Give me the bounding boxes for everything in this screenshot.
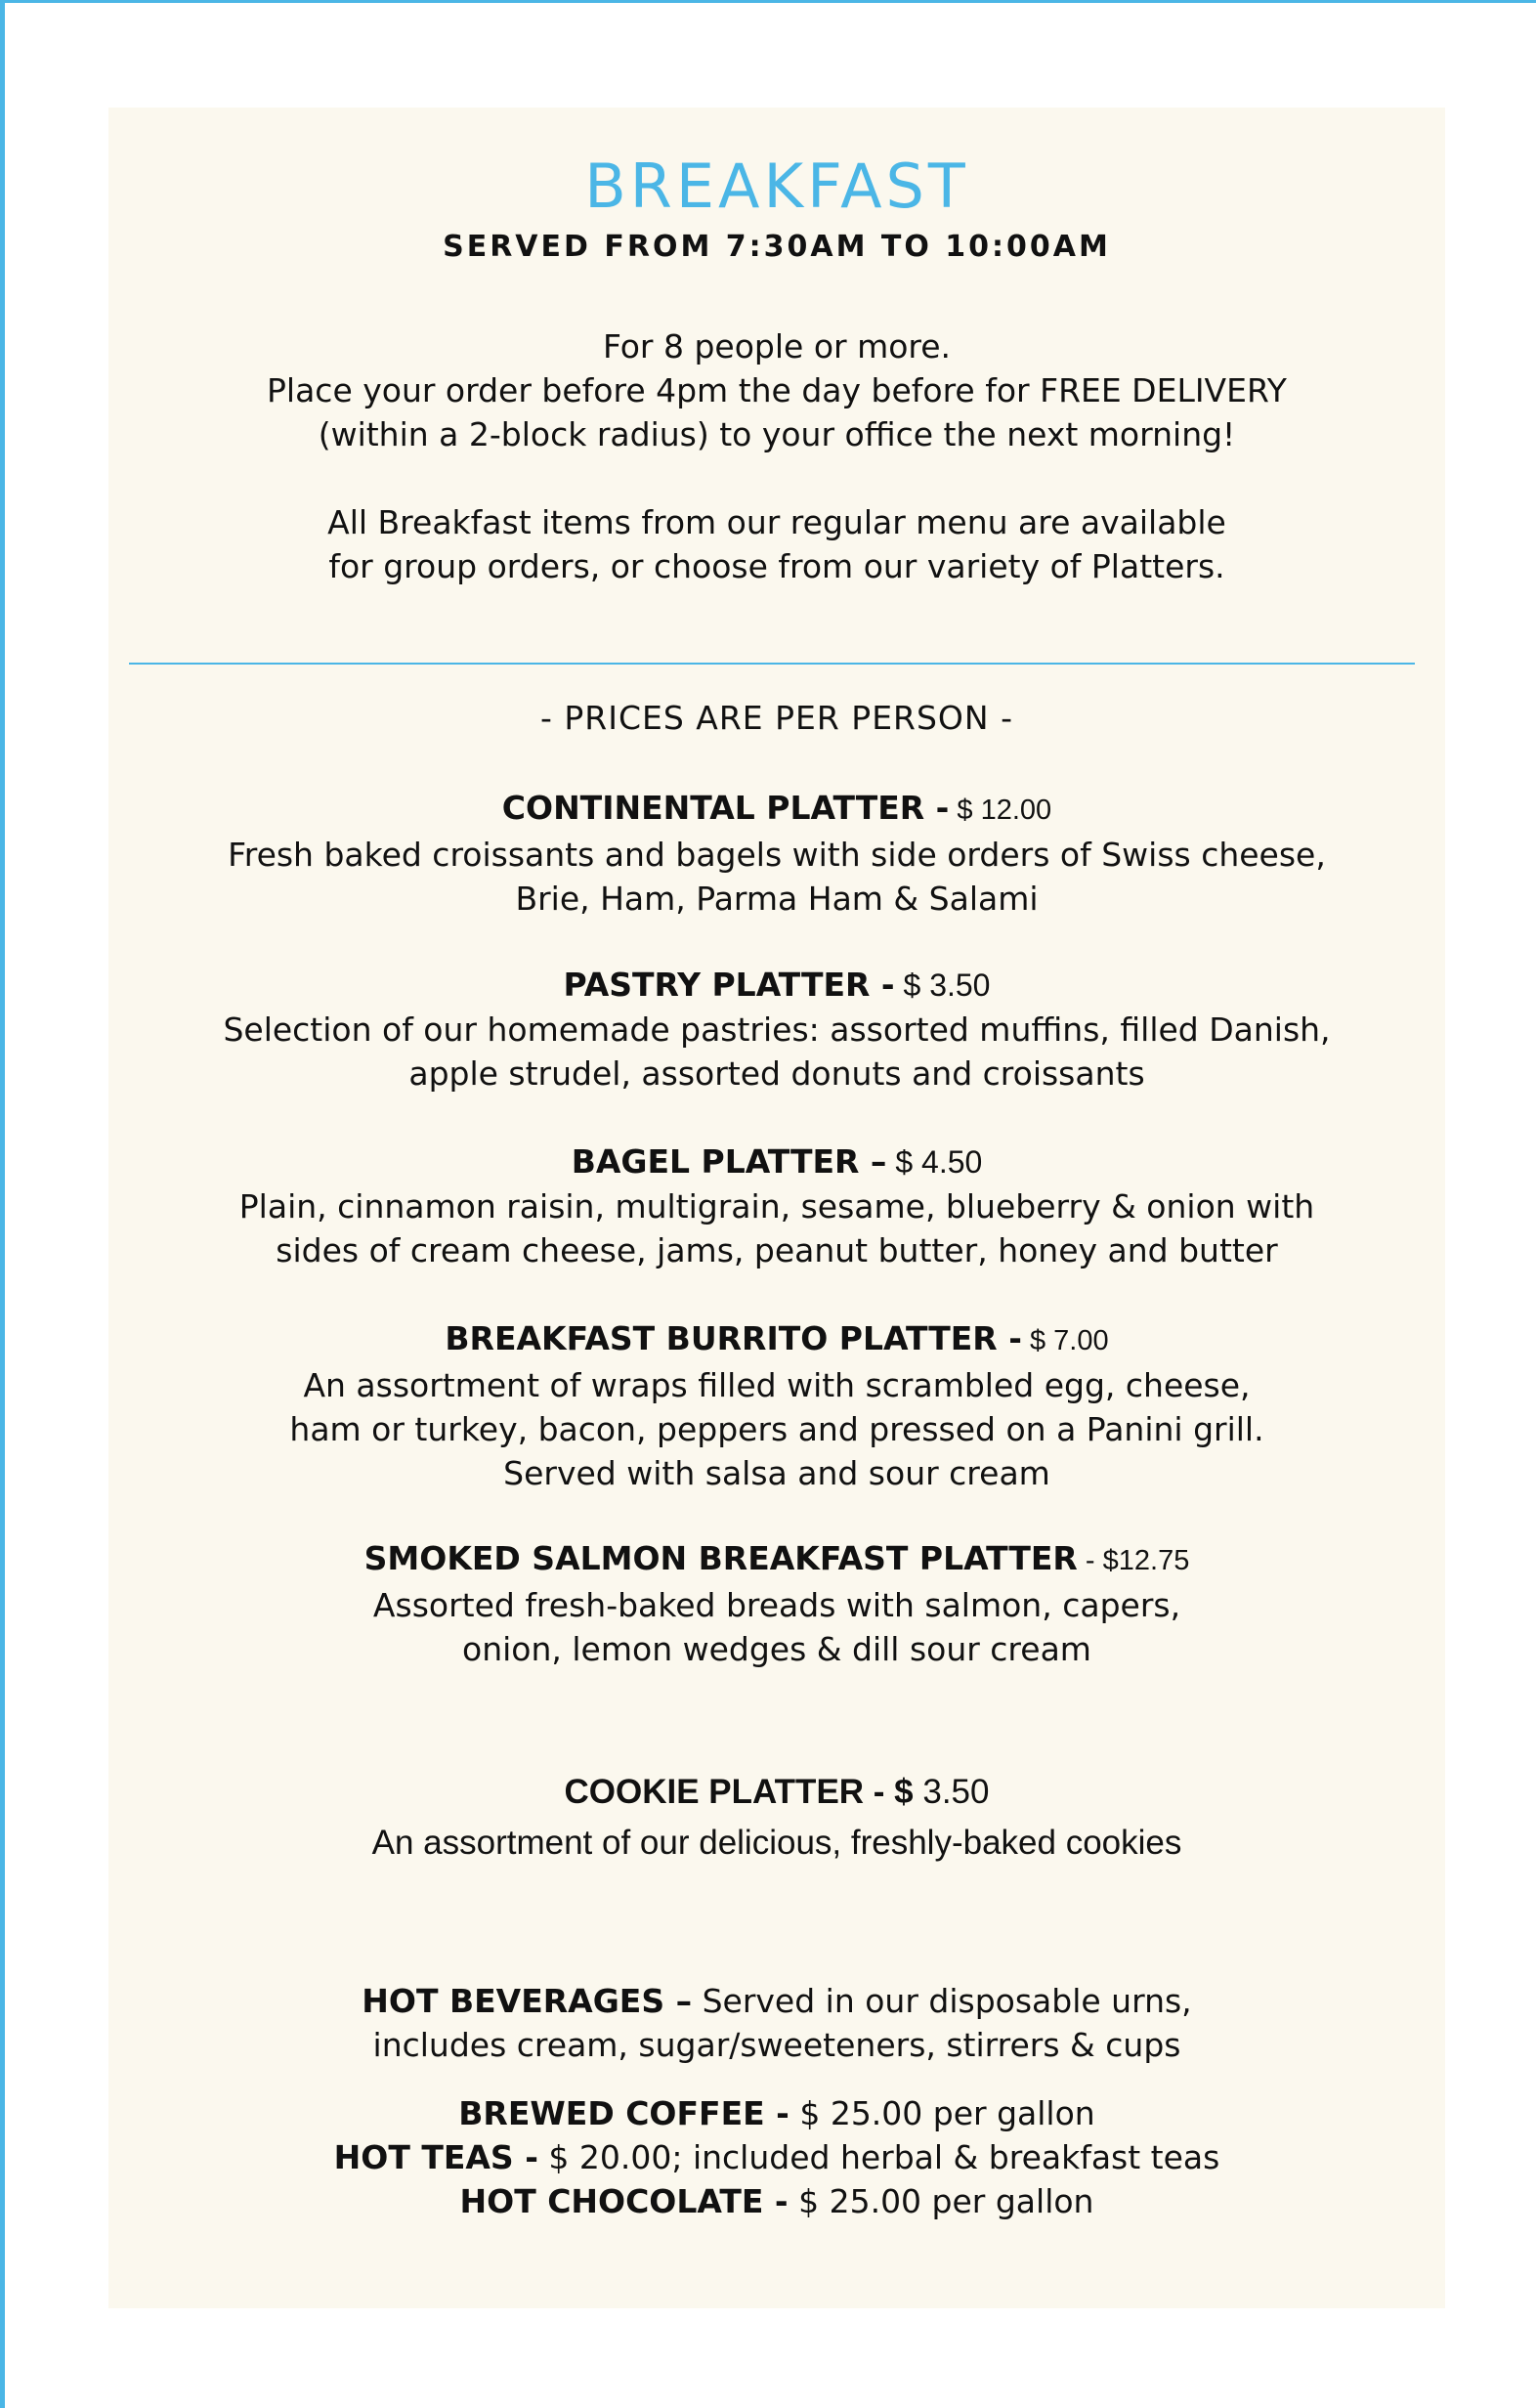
item-name: CONTINENTAL PLATTER - <box>501 789 950 827</box>
beverage-name: BREWED COFFEE - <box>458 2094 789 2132</box>
beverage-list <box>108 2091 1445 2223</box>
menu-panel <box>108 108 1445 2308</box>
intro-line: Place your order before 4pm the day before for FREE DELIVERY <box>267 371 1287 409</box>
item-description: An assortment of wraps filled with scrambled egg, cheese, <box>303 1366 1251 1404</box>
beverages-description: includes cream, sugar/sweeteners, stirrers & cups <box>372 2026 1181 2064</box>
menu-item-breakfast-burrito-platter <box>108 1316 1445 1495</box>
beverage-name: HOT TEAS - <box>333 2138 538 2176</box>
intro-group-orders <box>108 500 1445 588</box>
section-divider <box>129 663 1415 665</box>
beverage-item-hot-chocolate <box>108 2179 1445 2223</box>
beverage-name: HOT CHOCOLATE - <box>459 2182 789 2220</box>
item-description: ham or turkey, bacon, peppers and pressed on a Panini grill. <box>289 1410 1264 1448</box>
item-description: Brie, Ham, Parma Ham & Salami <box>515 880 1039 918</box>
item-price: $ 7.00 <box>1021 1325 1109 1356</box>
intro-delivery-info <box>108 324 1445 456</box>
item-heading <box>108 1536 1445 1583</box>
serving-hours: SERVED FROM 7:30AM TO 10:00AM <box>443 230 1111 264</box>
item-description: apple strudel, assorted donuts and croissants <box>408 1054 1145 1093</box>
item-name: SMOKED SALMON BREAKFAST PLATTER <box>363 1539 1078 1577</box>
beverages-heading <box>108 1979 1445 2023</box>
item-heading <box>108 1316 1445 1363</box>
item-name: COOKIE PLATTER - $ <box>564 1773 914 1811</box>
menu-item-cookie-platter <box>108 1767 1445 1869</box>
item-heading <box>108 963 1445 1008</box>
beverage-price: $ 20.00; included herbal & breakfast teas <box>537 2138 1220 2176</box>
intro-line: All Breakfast items from our regular menu are available <box>327 503 1226 541</box>
item-heading <box>108 1140 1445 1184</box>
prices-note: - PRICES ARE PER PERSON - <box>540 699 1013 737</box>
menu-item-pastry-platter <box>108 963 1445 1096</box>
item-description: Fresh baked croissants and bagels with side orders of Swiss cheese, <box>228 836 1326 874</box>
item-price: $ 3.50 <box>894 968 991 1003</box>
beverage-item-brewed-coffee <box>108 2091 1445 2135</box>
beverages-heading-text: Served in our disposable urns, <box>692 1982 1192 2020</box>
item-description: Plain, cinnamon raisin, multigrain, sesame, blueberry & onion with <box>238 1187 1315 1226</box>
item-price: $ 4.50 <box>886 1144 983 1180</box>
menu-item-bagel-platter <box>108 1140 1445 1272</box>
intro-line: For 8 people or more. <box>602 327 952 366</box>
menu-item-continental-platter <box>108 786 1445 921</box>
item-price: $ 12.00 <box>949 795 1052 826</box>
item-description: Selection of our homemade pastries: assorted muffins, filled Danish, <box>223 1010 1331 1049</box>
menu-item-smoked-salmon-platter <box>108 1536 1445 1671</box>
item-name: BREAKFAST BURRITO PLATTER - <box>445 1319 1022 1357</box>
item-name: BAGEL PLATTER – <box>571 1142 887 1181</box>
intro-line: for group orders, or choose from our variety of Platters. <box>328 547 1225 585</box>
beverage-item-hot-teas <box>108 2135 1445 2179</box>
beverage-price: $ 25.00 per gallon <box>788 2182 1094 2220</box>
item-description: onion, lemon wedges & dill sour cream <box>462 1630 1091 1668</box>
menu-title: BREAKFAST <box>584 150 969 222</box>
item-description: Assorted fresh-baked breads with salmon, capers, <box>372 1586 1181 1624</box>
item-description: Served with salsa and sour cream <box>503 1454 1050 1492</box>
item-price: - $12.75 <box>1077 1545 1190 1576</box>
hot-beverages-section <box>108 1979 1445 2067</box>
item-heading <box>108 1767 1445 1818</box>
item-heading <box>108 786 1445 833</box>
item-name: PASTRY PLATTER - <box>563 966 895 1004</box>
item-description: An assortment of our delicious, freshly-baked cookies <box>371 1824 1182 1862</box>
item-description: sides of cream cheese, jams, peanut butter, honey and butter <box>276 1231 1278 1269</box>
beverages-title: HOT BEVERAGES – <box>362 1982 693 2020</box>
beverage-price: $ 25.00 per gallon <box>789 2094 1095 2132</box>
intro-line: (within a 2-block radius) to your office the next morning! <box>318 415 1236 453</box>
item-price: 3.50 <box>913 1773 990 1811</box>
